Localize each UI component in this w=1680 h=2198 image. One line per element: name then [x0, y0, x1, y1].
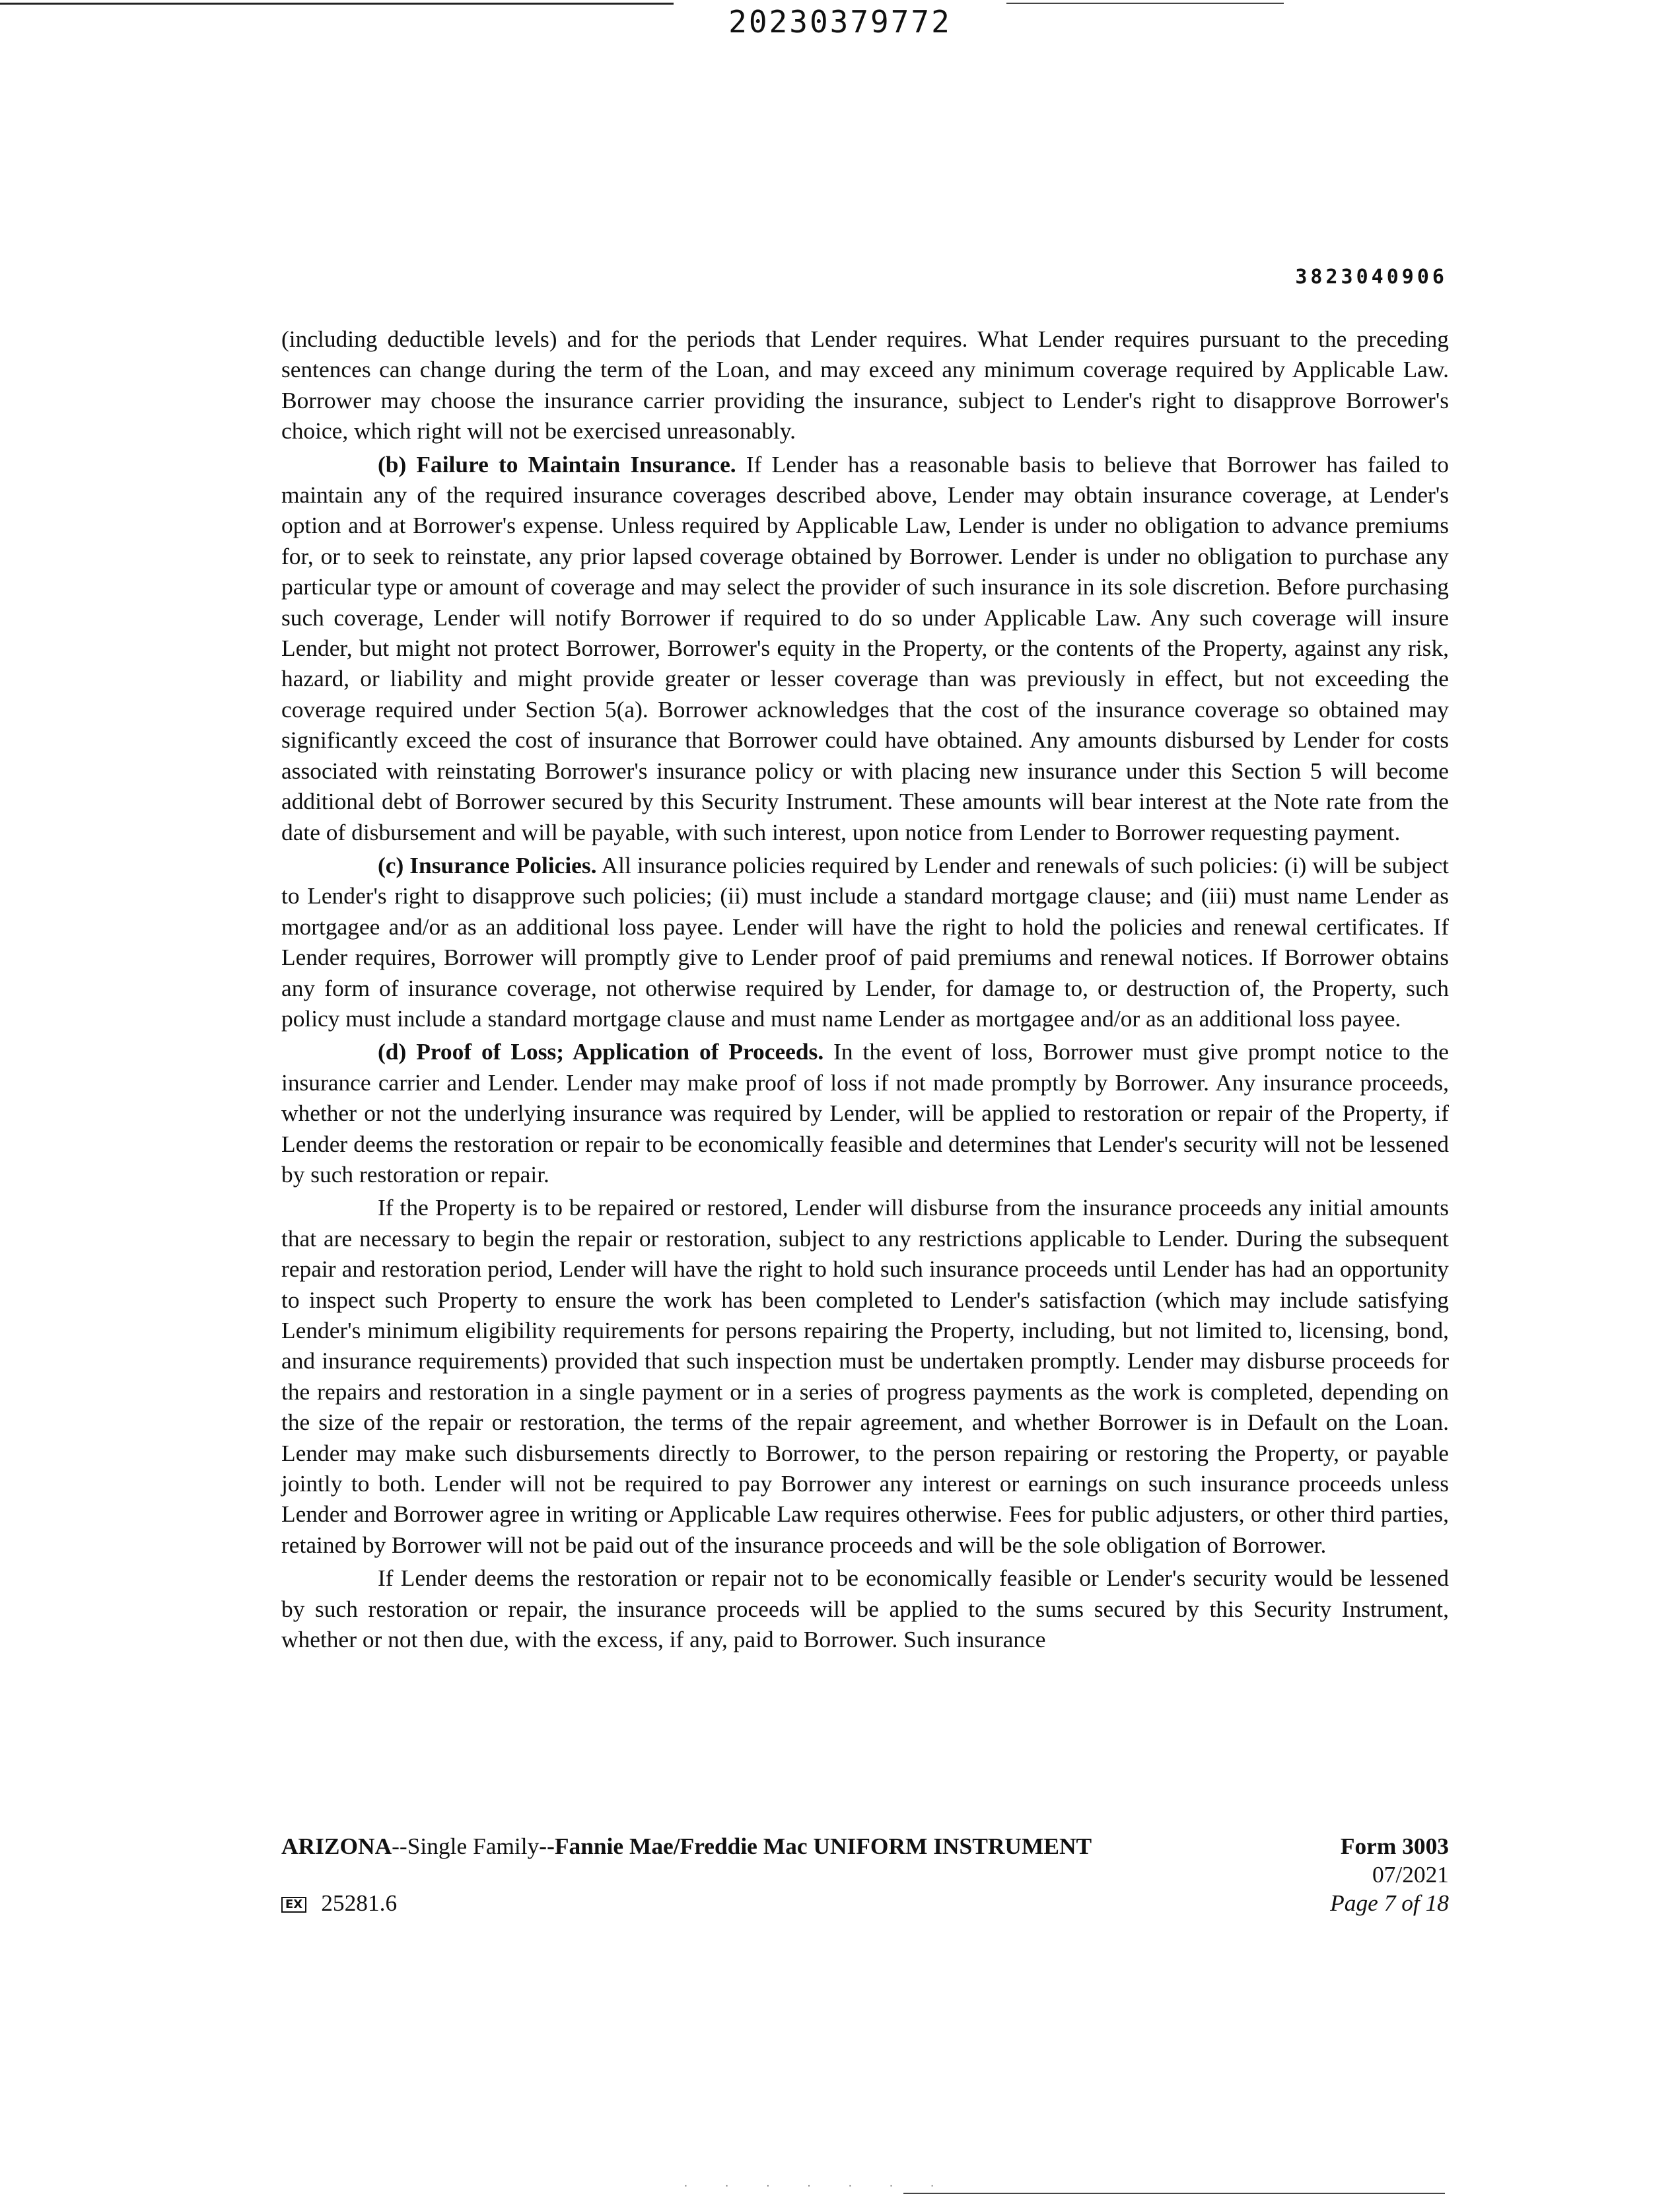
footer-row-page	[281, 1889, 1449, 1917]
scan-artifact-dots: · · · · · · ·	[684, 2180, 952, 2192]
footer-instrument: Fannie Mae/Freddie Mac UNIFORM INSTRUMENT	[554, 1833, 1092, 1859]
loan-number: 3823040906	[1295, 266, 1448, 289]
document-body	[281, 324, 1449, 1657]
section-d-text: In the event of loss, Borrower must give prompt notice to the insurance carrier and Lender. Lender may make proof of loss if not made promptly by Borrower. Any insurance proceeds, whether or not the underlying insurance was required by Lender, will be applied to restoration or repair of the Property, if Lender deems the restoration or repair to be economically feasible and determines that Lender's security will not be lessened by such restoration or repair.	[281, 1038, 1449, 1188]
footer-separator-2: --	[539, 1833, 555, 1859]
section-c-insurance-policies	[281, 850, 1449, 1034]
paragraph-repair-restoration: If the Property is to be repaired or restored, Lender will disburse from the insurance proceeds any initial amounts that are necessary to begin the repair or restoration, subject to any restrictions applicable to Lender. During the subsequent repair and restoration period, Lender will have the right to hold such insurance proceeds until Lender has had an opportunity to inspect such Property to ensure the work has been completed to Lender's satisfaction (which may include satisfying Lender's minimum eligibility requirements for persons repairing the Property, including, but not limited to, licensing, bond, and insurance requirements) provided that such inspection must be undertaken promptly. Lender may disburse proceeds for the repairs and restoration in a single payment or in a series of progress payments as the work is completed, depending on the size of the repair or restoration, the terms of the repair agreement, and whether Borrower is in Default on the Loan. Lender may make such disbursements directly to Borrower, to the person repairing or restoring the Property, or payable jointly to both. Lender will not be required to pay Borrower any interest or earnings on such insurance proceeds unless Lender and Borrower agree in writing or Applicable Law requires otherwise. Fees for public adjusters, or other third parties, retained by Borrower will not be paid out of the insurance proceeds and will be the sole obligation of Borrower.	[281, 1194, 1449, 1558]
footer-code: 25281.6	[321, 1890, 398, 1916]
recording-number: 20230379772	[728, 4, 952, 40]
footer-state: ARIZONA	[281, 1833, 392, 1859]
footer-form-number: Form 3003	[1340, 1833, 1449, 1859]
section-c-heading: (c) Insurance Policies.	[378, 851, 597, 878]
section-b-heading: (b) Failure to Maintain Insurance.	[378, 450, 736, 478]
footer-row-date	[281, 1861, 1449, 1889]
footer-separator-1: --	[392, 1833, 407, 1859]
section-b-text: If Lender has a reasonable basis to believe that Borrower has failed to maintain any of the required insurance coverages described above, Lender may obtain insurance coverage, at Lender's option and at Borrower's expense. Unless required by Applicable Law, Lender is under no obligation to advance premiums for, or to seek to reinstate, any prior lapsed coverage obtained by Borrower. Lender is under no obligation to purchase any particular type or amount of coverage and may select the provider of such insurance in its sole discretion. Before purchasing such coverage, Lender will notify Borrower if required to do so under Applicable Law. Any such coverage will insure Lender, but might not protect Borrower, Borrower's equity in the Property, or the contents of the Property, against any risk, hazard, or liability and might provide greater or lesser coverage than was previously in effect, but not exceeding the coverage required under Section 5(a). Borrower acknowledges that the cost of the insurance coverage so obtained may significantly exceed the cost of insurance that Borrower could have obtained. Any amounts disbursed by Lender for costs associated with reinstating Borrower's insurance policy or with placing new insurance under this Section 5 will become additional debt of Borrower secured by this Security Instrument. These amounts will bear interest at the Note rate from the date of disbursement and will be payable, with such interest, upon notice from Lender to Borrower requesting payment.	[281, 450, 1449, 845]
section-c-text: All insurance policies required by Lender and renewals of such policies: (i) will be subject to Lender's right to disapprove such policies; (ii) must include a standard mortgage clause; and (iii) must name Lender as mortgagee and/or as an additional loss payee. Lender will have the right to hold the policies and renewal certificates. If Lender requires, Borrower will promptly give to Lender proof of paid premiums and renewal notices. If Borrower obtains any form of insurance coverage, not otherwise required by Lender, for damage to, or destruction of, the Property, such policy must include a standard mortgage clause and must name Lender as mortgagee and/or as an additional loss payee.	[281, 851, 1450, 1032]
footer-row-form	[281, 1832, 1449, 1861]
footer-family: Single Family	[407, 1833, 540, 1859]
section-b-failure-to-maintain-insurance	[281, 449, 1449, 847]
ellie-mae-ex-logo-icon: EX	[281, 1897, 306, 1913]
footer-page-number: Page 7 of 18	[1330, 1890, 1449, 1916]
section-d-proof-of-loss	[281, 1036, 1449, 1189]
paragraph-coverage-continuation: (including deductible levels) and for the periods that Lender requires. What Lender requires pursuant to the preceding sentences can change during the term of the Loan, and may exceed any minimum coverage required by Applicable Law. Borrower may choose the insurance carrier providing the insurance, subject to Lender's right to disapprove Borrower's choice, which right will not be exercised unreasonably.	[281, 326, 1449, 444]
bottom-rule	[903, 2193, 1445, 2194]
page-footer	[281, 1832, 1449, 1917]
footer-form-date: 07/2021	[1372, 1861, 1449, 1888]
section-d-heading: (d) Proof of Loss; Application of Proceeds.	[378, 1038, 824, 1065]
footer-code-group	[281, 1889, 397, 1917]
paragraph-not-feasible: If Lender deems the restoration or repair not to be economically feasible or Lender's security would be lessened by such restoration or repair, the insurance proceeds will be applied to the sums secured by this Security Instrument, whether or not then due, with the excess, if any, paid to Borrower. Such insurance	[281, 1565, 1449, 1653]
footer-instrument-title	[281, 1832, 1092, 1861]
